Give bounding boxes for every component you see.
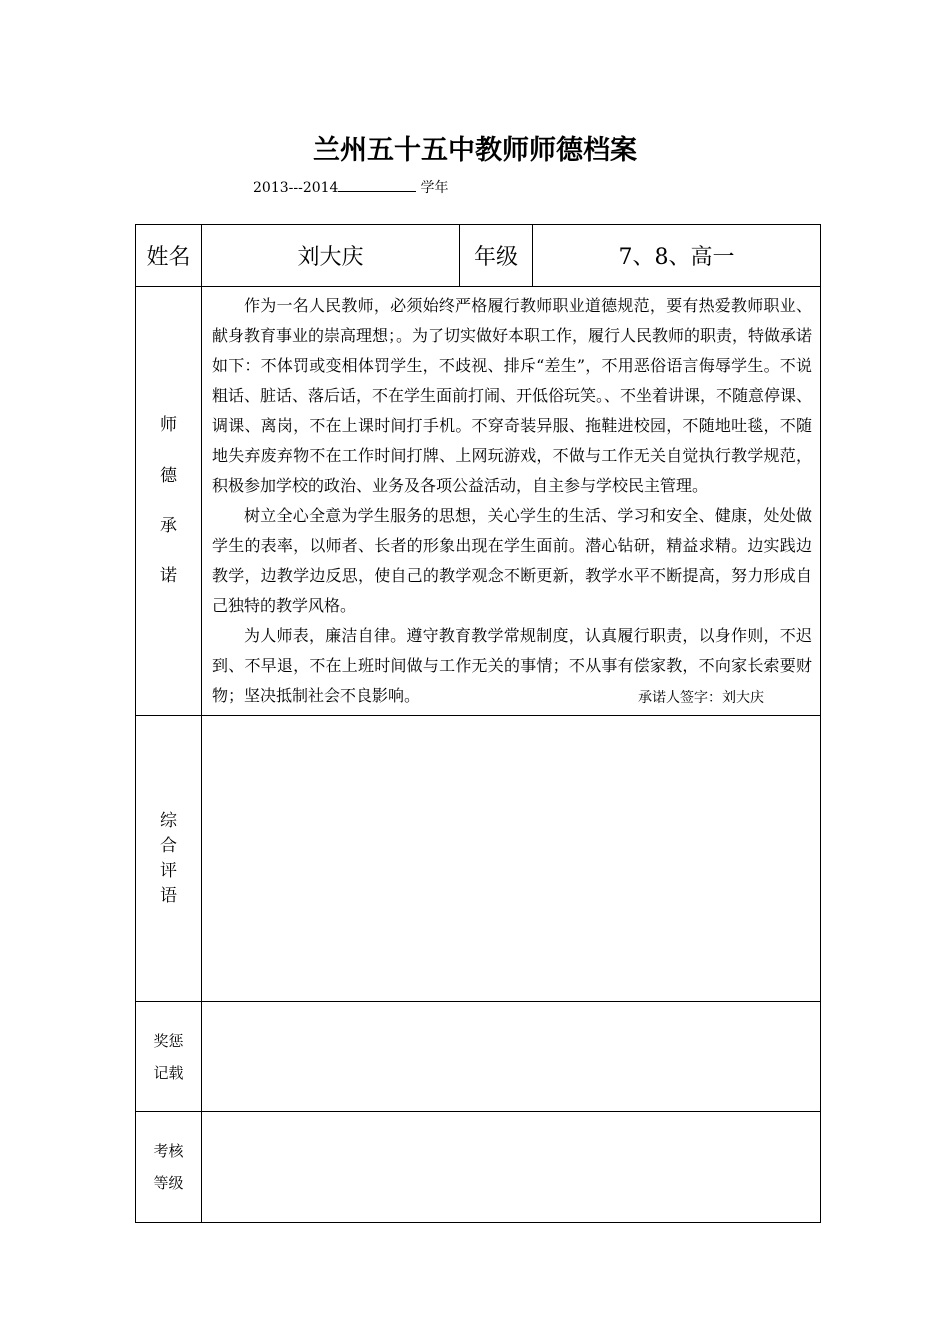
- pledge-label-char: 德: [160, 465, 177, 486]
- year-range: 2013---2014: [253, 180, 339, 196]
- evaluation-label-char: 综: [160, 810, 177, 831]
- evaluation-row: [136, 716, 821, 1002]
- evaluation-label-char: 评: [160, 860, 177, 881]
- name-label: 姓名: [136, 225, 202, 287]
- evaluation-content: [202, 716, 821, 1002]
- pledge-paragraph: 树立全心全意为学生服务的思想，关心学生的生活、学习和安全、健康，处处做学生的表率，以师者、长者的形象出现在学生面前。潜心钻研，精益求精。边实践边教学，边教学边反思，使自己的教学观念不断更新，教学水平不断提高，努力形成自己独特的教学风格。: [212, 506, 812, 615]
- pledge-label: [136, 287, 202, 716]
- pledge-paragraph: 为人师表，廉洁自律。遵守教育教学常规制度，认真履行职责，以身作则，不迟到、不早退，不在上班时间做与工作无关的事情；不从事有偿家教，不向家长索要财物；坚决抵制社会不良影响。: [212, 626, 812, 705]
- assessment-label-line: 等级: [153, 1174, 184, 1192]
- rewards-row: [136, 1002, 821, 1112]
- pledge-label-char: 师: [160, 415, 177, 436]
- evaluation-label-char: 语: [160, 885, 177, 906]
- rewards-label-line: 记载: [153, 1063, 184, 1082]
- rewards-label: [136, 1002, 202, 1112]
- rewards-label-line: 奖惩: [153, 1031, 184, 1050]
- grade-label: 年级: [460, 225, 533, 287]
- ethics-record-table: [135, 224, 821, 1223]
- pledge-content: [202, 287, 821, 716]
- document-title: 兰州五十五中教师师德档案: [313, 135, 637, 166]
- school-year-line: [253, 177, 448, 197]
- pledge-signature: 承诺人签字：刘大庆: [638, 690, 764, 706]
- header-row: [136, 225, 821, 287]
- grade-value: 7、8、高一: [533, 225, 821, 287]
- assessment-label-line: 考核: [153, 1142, 184, 1160]
- pledge-row: [136, 287, 821, 716]
- pledge-label-char: 承: [160, 516, 177, 536]
- pledge-label-char: 诺: [160, 566, 177, 587]
- evaluation-label-char: 合: [160, 835, 177, 856]
- evaluation-label: [136, 716, 202, 1002]
- rewards-content: [202, 1002, 821, 1112]
- name-value: 刘大庆: [202, 225, 460, 287]
- year-blank-underline: [338, 177, 416, 192]
- year-suffix: 学年: [420, 180, 449, 196]
- assessment-content: [202, 1112, 821, 1223]
- assessment-row: [136, 1112, 821, 1223]
- assessment-label: [136, 1112, 202, 1223]
- pledge-paragraph: 作为一名人民教师，必须始终严格履行教师职业道德规范，要有热爱教师职业、献身教育事业的崇高理想；。为了切实做好本职工作，履行人民教师的职责，特做承诺如下：不体罚或变相体罚学生，不歧视、排斥“差生”，不用恶俗语言侮辱学生。不说粗话、脏话、落后话，不在学生面前打闹、开低俗玩笑。、不坐着讲课，不随意停课、调课、离岗，不在上课时间打手机。不穿奇装异服、拖鞋进校园，不随地吐毯，不随地失弃废弃物不在工作时间打牌、上网玩游戏，不做与工作无关自觉执行教学规范，积极参加学校的政治、业务及各项公益活动，自主参与学校民主管理。: [212, 296, 813, 495]
